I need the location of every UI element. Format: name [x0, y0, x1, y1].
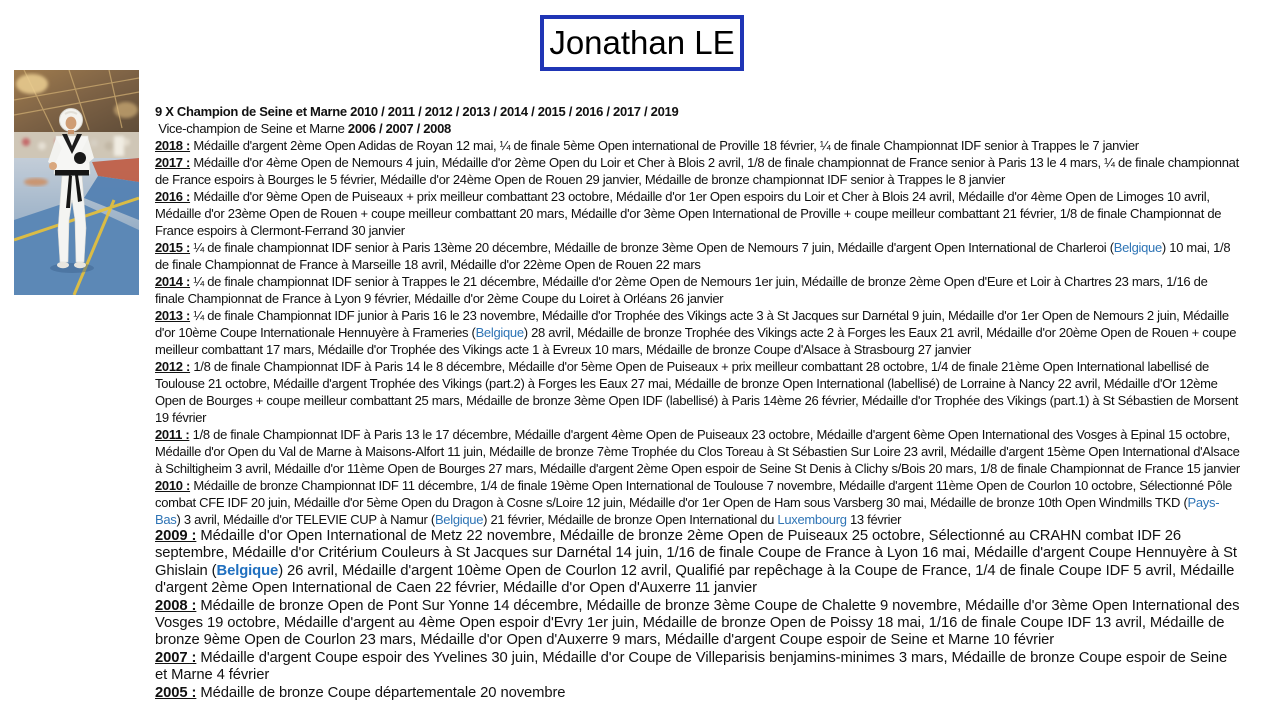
- entry-year-label: 2014 :: [155, 274, 191, 289]
- page-title: Jonathan LE: [549, 24, 735, 61]
- country-link[interactable]: Belgique: [1113, 240, 1162, 255]
- entry-year-label: 2010 :: [155, 478, 191, 493]
- palmares-entry-2012: [155, 358, 1240, 426]
- palmares-entry-2018: [155, 137, 1240, 154]
- entry-text: Médaille d'argent 2ème Open Adidas de Royan 12 mai, ¼ de finale 5ème Open international de Proville 18 février, ¼ de finale Championnat IDF senior à Trappes le 7 janvier: [193, 138, 1139, 153]
- palmares-text: [155, 103, 1240, 702]
- entry-year-label: 2017 :: [155, 155, 191, 170]
- entry-year-label: 2005 :: [155, 684, 197, 701]
- entry-year-label: 2011 :: [155, 427, 190, 442]
- palmares-entry-2007: [155, 650, 1240, 685]
- country-link[interactable]: Pays-Bas: [155, 495, 1220, 527]
- entry-year-label: 2007 :: [155, 649, 197, 666]
- entry-text: ¼ de finale championnat IDF senior à Trappes le 21 décembre, Médaille d'or 2ème Open de Nemours 1er juin, Médaille de bronze 2ème Open d'Eure et Loir à Chartres 23 mars, 1/16 de finale Championnat de France à Lyon 9 février, Médaille d'or 2ème Coupe du Loiret à Orléans 26 janvier: [155, 274, 1208, 306]
- country-link[interactable]: Belgique: [475, 325, 524, 340]
- entry-text: Médaille de bronze Coupe départementale 20 novembre: [200, 684, 566, 701]
- vice-champion-years: 2006 / 2007 / 2008: [347, 121, 451, 136]
- entry-text: Médaille d'or 9ème Open de Puiseaux + prix meilleur combattant 23 octobre, Médaille d'or 1er Open espoirs du Loir et Cher à Blois 24 avril, Médaille d'or 4ème Open de Limoges 10 avril, Médaille d'or 23ème Open de Rouen + coupe meilleur combattant 20 mars, Médaille d'or 3ème Open International de Proville + coupe meilleur combattant 21 février, 1/8 de finale Championnat de France espoirs à Clermont-Ferrand 30 janvier: [155, 189, 1222, 238]
- entry-year-label: 2015 :: [155, 240, 191, 255]
- title-box: [540, 15, 744, 71]
- entry-text: ) 26 avril, Médaille d'argent 10ème Open de Courlon 12 avril, Qualifié par repêchage à la Coupe de France, 1/4 de finale Coupe IDF 5 avril, Médaille d'argent 2ème Open International de Caen 22 février, Médaille d'or Open d'Auxerre 11 janvier: [155, 562, 1235, 597]
- entry-year-label: 2016 :: [155, 189, 191, 204]
- palmares-entry-2013: [155, 307, 1240, 358]
- champion-title-line: 9 X Champion de Seine et Marne 2010 / 2011 / 2012 / 2013 / 2014 / 2015 / 2016 / 2017 / 2019: [155, 104, 679, 119]
- entry-text: 13 février: [846, 512, 902, 527]
- entry-text: ) 21 février, Médaille de bronze Open International du: [483, 512, 778, 527]
- athlete-photo-image: [14, 70, 139, 295]
- palmares-entry-2014: [155, 273, 1240, 307]
- entry-year-label: 2012 :: [155, 359, 191, 374]
- entry-text: ¼ de finale championnat IDF senior à Paris 13ème 20 décembre, Médaille de bronze 3ème Open de Nemours 7 juin, Médaille d'argent Open International de Charleroi (: [193, 240, 1114, 255]
- entry-year-label: 2008 :: [155, 597, 197, 614]
- entry-text: ¼ de finale Championnat IDF junior à Paris 16 le 23 novembre, Médaille d'or Trophée des Vikings acte 3 à St Jacques sur Darnétal 9 juin, Médaille d'or 1er Open de Nemours 2 juin, Médaille d'or 10ème Coupe Internationale Hennuyère à Frameries (: [155, 308, 1229, 340]
- entry-text: Médaille d'or Open International de Metz 22 novembre, Médaille de bronze 2ème Open de Puiseaux 25 octobre, Sélectionné au CRAHN combat IDF 26 septembre, Médaille d'or Critérium Couleurs à St Jacques sur Darnétal 14 juin, 1/16 de finale Coupe de France à Lyon 16 mai, Médaille d'argent Coupe Hennuyère à St Ghislain (: [155, 528, 1237, 579]
- palmares-entry-2005: [155, 685, 1240, 702]
- palmares-records: [155, 137, 1240, 702]
- entry-year-label: 2009 :: [155, 528, 197, 544]
- entry-text: 1/8 de finale Championnat IDF à Paris 14 le 8 décembre, Médaille d'or 5ème Open de Puiseaux + prix meilleur combattant 28 octobre, 1/4 de finale 21ème Open International labellisé de Toulouse 21 octobre, Médaille d'argent Trophée des Vikings (part.2) à Forges les Eaux 27 mai, Médaille de bronze Open International (labellisé) de Lorraine à Nancy 22 avril, Médaille d'Or 12ème Open de Bourges + coupe meilleur combattant 25 mars, Médaille de bronze 3ème Open IDF (labellisé) à Paris 14ème 26 février, Médaille d'or Trophée des Vikings (part.1) à St Sébastien de Morsent 19 février: [155, 359, 1239, 425]
- palmares-entry-2010: [155, 477, 1240, 528]
- country-link[interactable]: Belgique: [216, 562, 279, 579]
- entry-text: Médaille d'argent Coupe espoir des Yvelines 30 juin, Médaille d'or Coupe de Villeparisis benjamins-minimes 3 mars, Médaille de bronze Coupe espoir de Seine et Marne 4 février: [155, 649, 1228, 684]
- entry-text: Médaille de bronze Championnat IDF 11 décembre, 1/4 de finale 19ème Open International de Toulouse 7 novembre, Médaille d'argent 11ème Open de Courlon 10 octobre, Sélectionné Pôle combat CFE IDF 20 juin, Médaille d'or 5ème Open du Dragon à Cosne s/Loire 12 juin, Médaille d'or 1er Open de Ham sous Varsberg 30 mai, Médaille de bronze 10th Open Windmills TKD (: [155, 478, 1232, 510]
- athlete-photo: [14, 70, 139, 295]
- palmares-entry-2009: [155, 528, 1240, 598]
- entry-text: 1/8 de finale Championnat IDF à Paris 13 le 17 décembre, Médaille d'argent 4ème Open de Puiseaux 23 octobre, Médaille d'argent 6ème Open International des Vosges à Epinal 15 octobre, Médaille d'or Open du Val de Marne à Maisons-Alfort 11 juin, Médaille de bronze 7ème Trophée du Clos Toreau à St Sébastien Sur Loire 23 avril, Médaille d'argent 15ème Open International d'Alsace à Schiltigheim 3 avril, Médaille d'or 11ème Open de Bourges 27 mars, Médaille d'argent 2ème Open espoir de Seine St Denis à Clichy s/Bois 20 mars, 1/8 de finale Championnat de France 15 janvier: [155, 427, 1240, 476]
- entry-text: ) 3 avril, Médaille d'or TELEVIE CUP à Namur (: [176, 512, 435, 527]
- vice-champion-line: [155, 120, 1240, 137]
- entry-text: Médaille d'or 4ème Open de Nemours 4 juin, Médaille d'or 2ème Open du Loir et Cher à Blois 2 avril, 1/8 de finale championnat de France senior à Paris 13 le 4 mars, ¼ de finale championnat de France espoirs à Bourges le 5 février, Médaille d'or 24ème Open de Rouen 29 janvier, Médaille de bronze championnat IDF senior à Trappes le 8 janvier: [155, 155, 1239, 187]
- country-link[interactable]: Luxembourg: [777, 512, 847, 527]
- palmares-entry-2008: [155, 598, 1240, 650]
- palmares-entry-2011: [155, 426, 1240, 477]
- entry-text: Médaille de bronze Open de Pont Sur Yonne 14 décembre, Médaille de bronze 3ème Coupe de Chalette 9 novembre, Médaille d'or 3ème Open International des Vosges 19 octobre, Médaille d'argent au 4ème Open espoir d'Evry 1er juin, Médaille de bronze Open de Poissy 18 mai, 1/16 de finale Coupe IDF 13 avril, Médaille de bronze 9ème Open de Courlon 23 mars, Médaille d'or Open d'Auxerre 9 mars, Médaille d'argent Coupe espoir de Seine et Marne 10 février: [155, 597, 1240, 649]
- vice-champion-prefix: Vice-champion de Seine et Marne: [155, 121, 348, 136]
- entry-text: ) 28 avril, Médaille de bronze Trophée des Vikings acte 2 à Forges les Eaux 21 avril, Médaille d'or 20ème Open de Rouen + coupe meilleur combattant 17 mars, Médaille d'or Trophée des Vikings acte 1 à Evreux 10 mars, Médaille de bronze Coupe d'Alsace à Strasbourg 27 janvier: [155, 325, 1237, 357]
- palmares-entry-2017: [155, 154, 1240, 188]
- entry-year-label: 2013 :: [155, 308, 191, 323]
- entry-text: ) 10 mai, 1/8 de finale Championnat de France à Marseille 18 avril, Médaille d'or 22ème Open de Rouen 22 mars: [155, 240, 1231, 272]
- entry-year-label: 2018 :: [155, 138, 191, 153]
- palmares-entry-2015: [155, 239, 1240, 273]
- palmares-entry-2016: [155, 188, 1240, 239]
- country-link[interactable]: Belgique: [434, 512, 484, 527]
